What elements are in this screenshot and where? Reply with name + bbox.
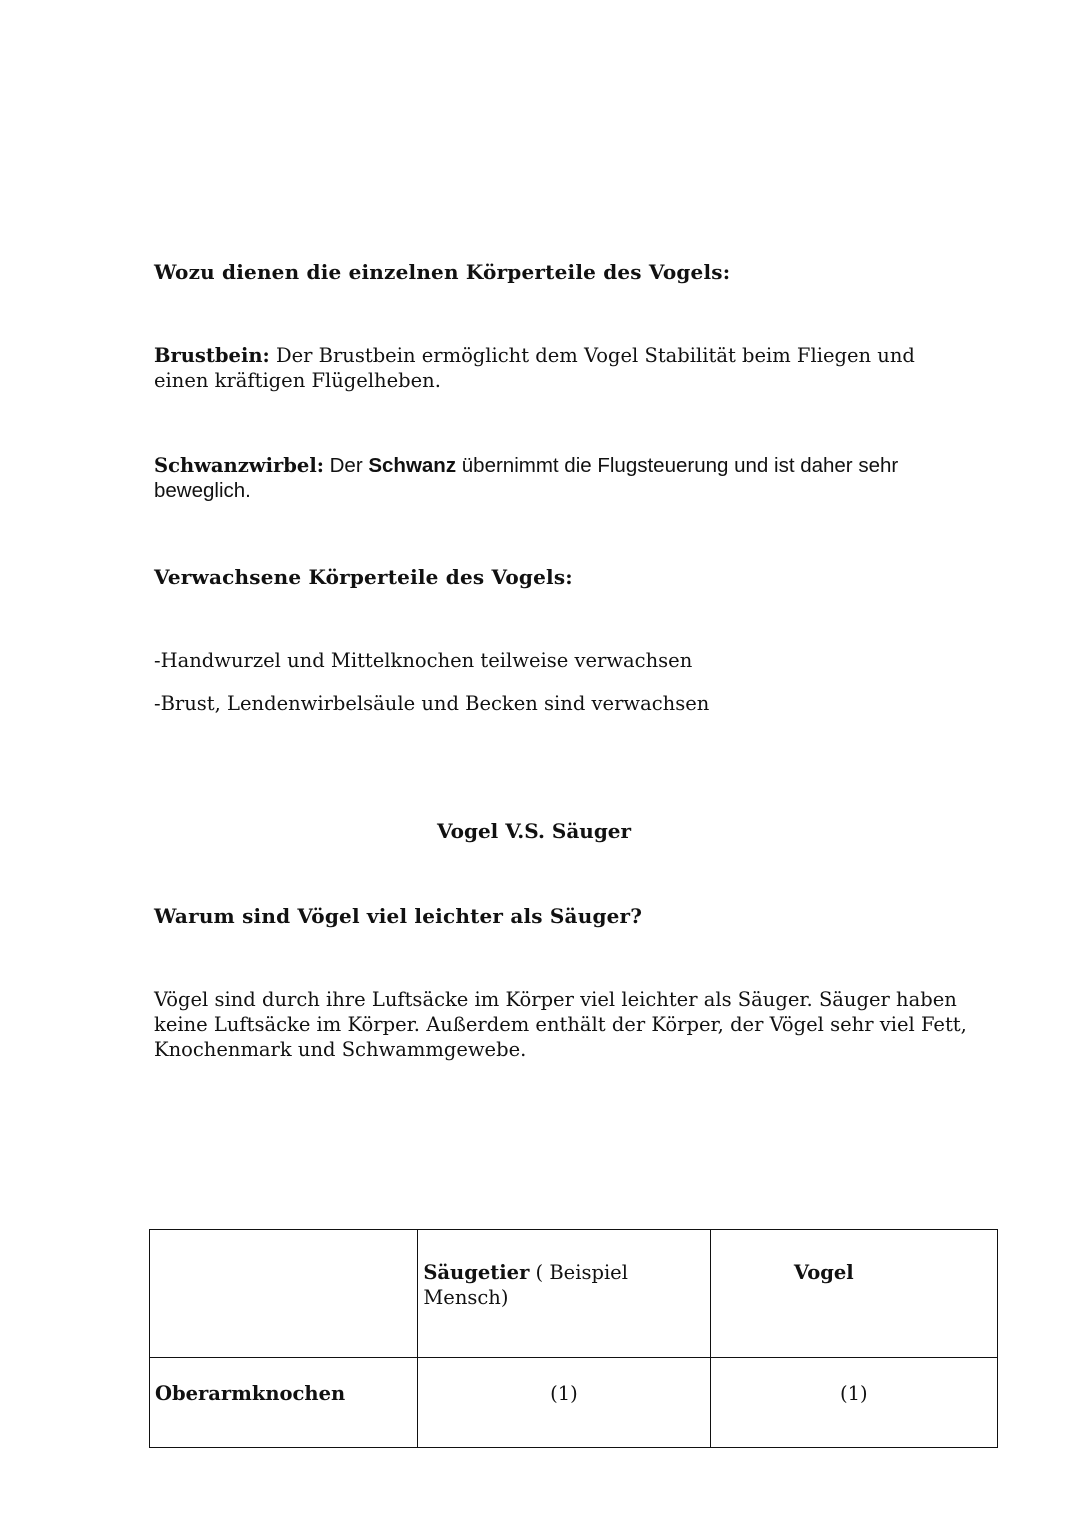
table-row-label: Oberarmknochen	[150, 1358, 418, 1448]
list-item: -Handwurzel und Mittelknochen teilweise verwachsen	[154, 649, 693, 672]
list-item: -Brust, Lendenwirbelsäule und Becken sind verwachsen	[154, 692, 710, 715]
table-header-saeugetier	[418, 1230, 710, 1358]
comparison-table	[149, 1229, 998, 1448]
text-schwanzwirbel-before: Der	[323, 454, 369, 477]
label-schwanzwirbel: Schwanzwirbel:	[154, 454, 324, 477]
label-brustbein: Brustbein:	[154, 344, 270, 367]
table-header-saeugetier-bold: Säugetier	[423, 1261, 530, 1284]
paragraph-brustbein	[154, 343, 974, 393]
table-header-saeugetier-rest: ( Beispiel Mensch)	[423, 1261, 628, 1309]
text-brustbein: Der Brustbein ermöglicht dem Vogel Stabilität beim Fliegen und einen kräftigen Flügelheben.	[154, 344, 915, 392]
table-header-vogel: Vogel	[710, 1230, 997, 1358]
table-row	[150, 1358, 998, 1448]
paragraph-schwanzwirbel	[154, 453, 974, 503]
question-heading: Warum sind Vögel viel leichter als Säuger?	[154, 904, 643, 928]
text-schwanzwirbel-after: übernimmt die Flugsteuerung und ist daher sehr beweglich.	[154, 454, 899, 502]
section-heading-body-parts: Wozu dienen die einzelnen Körperteile des Vogels:	[154, 260, 731, 284]
text-schwanzwirbel-bold: Schwanz	[368, 454, 457, 477]
comparison-title: Vogel V.S. Säuger	[436, 819, 632, 843]
answer-paragraph: Vögel sind durch ihre Luftsäcke im Körper viel leichter als Säuger. Säuger haben keine Luftsäcke im Körper. Außerdem enthält der Körper, der Vögel sehr viel Fett, Knochenmark und Schwammgewebe.	[154, 988, 967, 1061]
table-header-row	[150, 1230, 998, 1358]
section-heading-fused-parts: Verwachsene Körperteile des Vogels:	[154, 565, 573, 589]
table-header-empty-cell	[150, 1230, 418, 1358]
table-cell-vogel: (1)	[710, 1358, 997, 1448]
table-cell-saeugetier: (1)	[418, 1358, 710, 1448]
